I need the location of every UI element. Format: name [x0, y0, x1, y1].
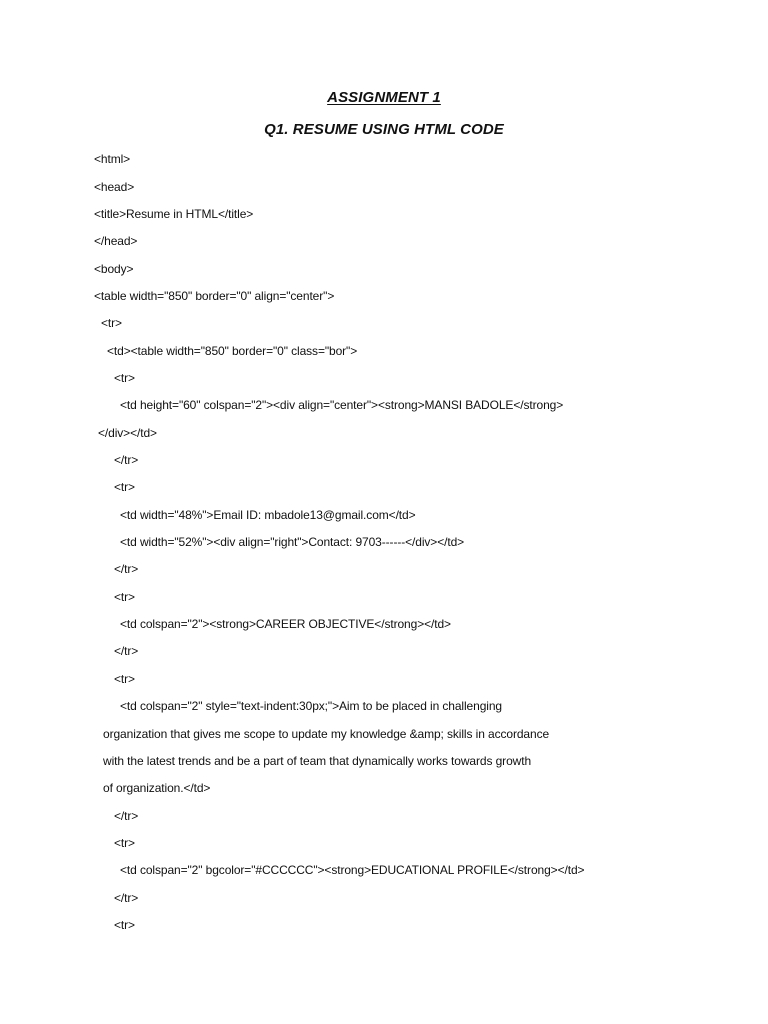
code-line: </tr>	[114, 562, 139, 576]
question-heading: Q1. RESUME USING HTML CODE	[264, 121, 504, 138]
code-line: </tr>	[114, 891, 139, 905]
code-line: <td height="60" colspan="2"><div align="center"><strong>MANSI BADOLE</strong>	[120, 398, 564, 412]
code-line: <tr>	[101, 316, 122, 330]
code-line: <table width="850" border="0" align="center">	[94, 289, 335, 303]
code-line: </head>	[94, 234, 138, 248]
code-line: <tr>	[114, 918, 135, 932]
code-line: <html>	[94, 152, 131, 166]
code-line: <tr>	[114, 836, 135, 850]
code-line: with the latest trends and be a part of team that dynamically works towards growth	[103, 754, 532, 768]
code-line: organization that gives me scope to update my knowledge &amp; skills in accordance	[103, 727, 550, 741]
code-line: <td colspan="2"><strong>CAREER OBJECTIVE</strong></td>	[120, 617, 451, 631]
assignment-title: ASSIGNMENT 1	[327, 89, 441, 106]
code-line: <tr>	[114, 480, 135, 494]
code-line: <title>Resume in HTML</title>	[94, 207, 254, 221]
code-line: <head>	[94, 180, 135, 194]
code-line: <td colspan="2" bgcolor="#CCCCCC"><strong>EDUCATIONAL PROFILE</strong></td>	[120, 863, 585, 877]
code-line: </div></td>	[98, 426, 157, 440]
code-line: </tr>	[114, 809, 139, 823]
code-line: <td><table width="850" border="0" class="bor">	[107, 344, 358, 358]
code-line: <td colspan="2" style="text-indent:30px;">Aim to be placed in challenging	[120, 699, 502, 713]
code-line: </tr>	[114, 453, 139, 467]
code-line: <tr>	[114, 371, 135, 385]
code-line: <td width="52%"><div align="right">Contact: 9703------</div></td>	[120, 535, 465, 549]
code-line: <tr>	[114, 672, 135, 686]
code-line: <body>	[94, 262, 134, 276]
code-line: </tr>	[114, 644, 139, 658]
code-line: <tr>	[114, 590, 135, 604]
code-line: <td width="48%">Email ID: mbadole13@gmail.com</td>	[120, 508, 416, 522]
code-line: of organization.</td>	[103, 781, 211, 795]
